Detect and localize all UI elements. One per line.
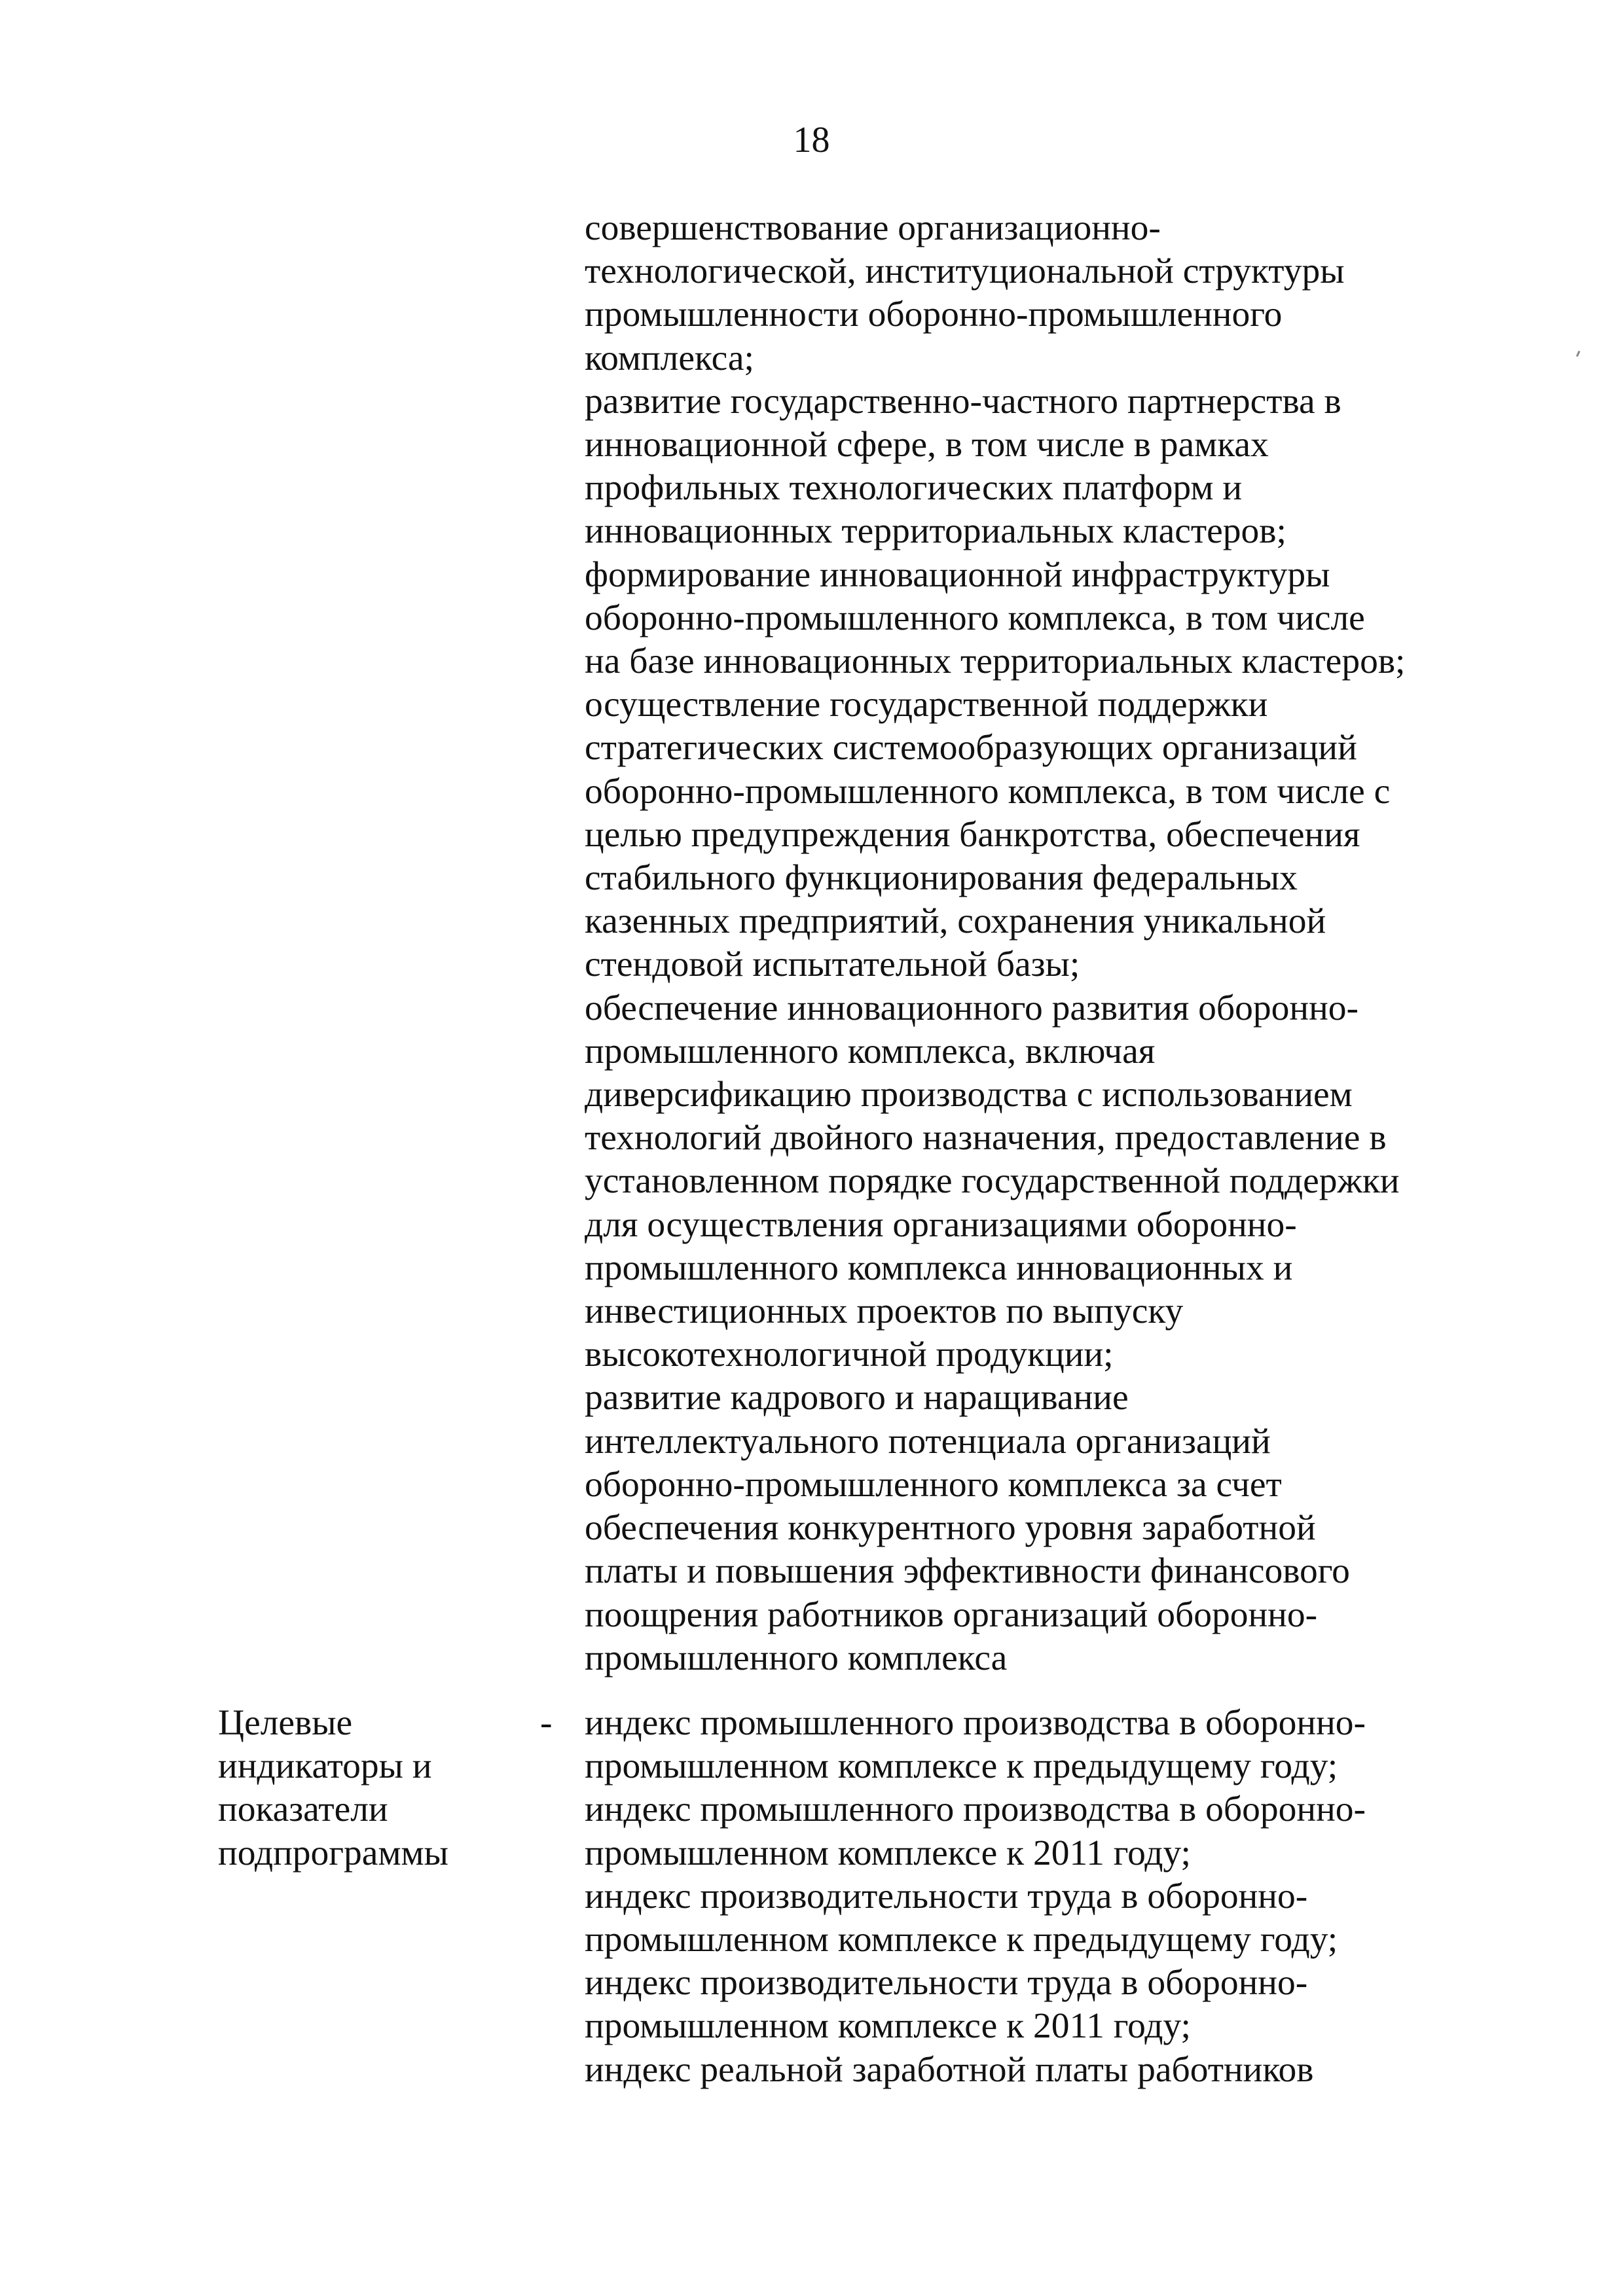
text-line: промышленного комплекса, включая bbox=[585, 1031, 1156, 1071]
text-line: стабильного функционирования федеральных bbox=[585, 858, 1298, 899]
text-line: платы и повышения эффективности финансового bbox=[585, 1551, 1350, 1592]
text-line: интеллектуального потенциала организаций bbox=[585, 1421, 1271, 1462]
section-label-line: Целевые bbox=[218, 1703, 353, 1743]
indicator-line: промышленном комплексе к предыдущему году; bbox=[585, 1920, 1338, 1960]
indicator-line: индекс производительности труда в оборонно- bbox=[585, 1876, 1308, 1916]
text-line: для осуществления организациями оборонно- bbox=[585, 1204, 1297, 1245]
text-line: обеспечения конкурентного уровня заработной bbox=[585, 1508, 1316, 1549]
text-line: стратегических системообразующих организаций bbox=[585, 728, 1357, 768]
section-label-line: показатели bbox=[218, 1789, 388, 1830]
section-label-line: индикаторы и bbox=[218, 1746, 432, 1787]
text-line: технологической, институциональной структуры bbox=[585, 251, 1345, 292]
indicator-line: индекс производительности труда в оборонно- bbox=[585, 1963, 1308, 2003]
text-line: инновационной сфере, в том числе в рамках bbox=[585, 425, 1269, 465]
text-line: промышленного комплекса инновационных и bbox=[585, 1247, 1293, 1288]
indicator-line: индекс реальной заработной платы работников bbox=[585, 2049, 1314, 2090]
text-line: установленном порядке государственной поддержки bbox=[585, 1161, 1400, 1202]
text-line: высокотехнологичной продукции; bbox=[585, 1335, 1114, 1375]
text-line: развитие государственно-частного партнерства в bbox=[585, 381, 1341, 422]
text-line: промышленности оборонно-промышленного bbox=[585, 295, 1283, 335]
text-line: на базе инновационных территориальных кластеров; bbox=[585, 641, 1406, 682]
text-line: диверсификацию производства с использованием bbox=[585, 1075, 1353, 1115]
text-line: казенных предприятий, сохранения уникальной bbox=[585, 901, 1326, 942]
text-line: развитие кадрового и наращивание bbox=[585, 1378, 1129, 1418]
text-line: совершенствование организационно- bbox=[585, 208, 1161, 248]
page-number: 18 bbox=[793, 120, 830, 160]
section-label-line: подпрограммы bbox=[218, 1833, 448, 1873]
text-line: стендовой испытательной базы; bbox=[585, 944, 1080, 985]
indicator-line: промышленном комплексе к 2011 году; bbox=[585, 1833, 1191, 1873]
indicator-line: промышленном комплексе к 2011 году; bbox=[585, 2006, 1191, 2047]
text-line: комплекса; bbox=[585, 338, 754, 378]
text-line: оборонно-промышленного комплекса, в том числе bbox=[585, 598, 1365, 638]
indicators-text-block bbox=[585, 1702, 1527, 2092]
indicator-line: индекс промышленного производства в оборонно- bbox=[585, 1789, 1366, 1830]
text-line: инновационных территориальных кластеров; bbox=[585, 511, 1286, 552]
scan-speck bbox=[1576, 351, 1580, 357]
text-line: профильных технологических платформ и bbox=[585, 468, 1243, 509]
text-line: формирование инновационной инфраструктуры bbox=[585, 554, 1330, 595]
indicator-line: промышленном комплексе к предыдущему году; bbox=[585, 1746, 1338, 1787]
section-dash: - bbox=[540, 1703, 553, 1743]
text-line: обеспечение инновационного развития оборонно- bbox=[585, 988, 1359, 1028]
text-line: оборонно-промышленного комплекса, в том числе с bbox=[585, 771, 1391, 812]
text-line: осуществление государственной поддержки bbox=[585, 685, 1268, 725]
continuation-text-block bbox=[585, 207, 1527, 1680]
text-line: оборонно-промышленного комплекса за счет bbox=[585, 1464, 1282, 1505]
text-line: технологий двойного назначения, предоставление в bbox=[585, 1118, 1387, 1158]
text-line: целью предупреждения банкротства, обеспечения bbox=[585, 814, 1360, 855]
text-line: промышленного комплекса bbox=[585, 1638, 1008, 1678]
text-line: инвестиционных проектов по выпуску bbox=[585, 1291, 1184, 1332]
indicator-line: индекс промышленного производства в оборонно- bbox=[585, 1703, 1366, 1743]
section-label bbox=[218, 1702, 532, 1875]
text-line: поощрения работников организаций оборонно- bbox=[585, 1594, 1318, 1635]
